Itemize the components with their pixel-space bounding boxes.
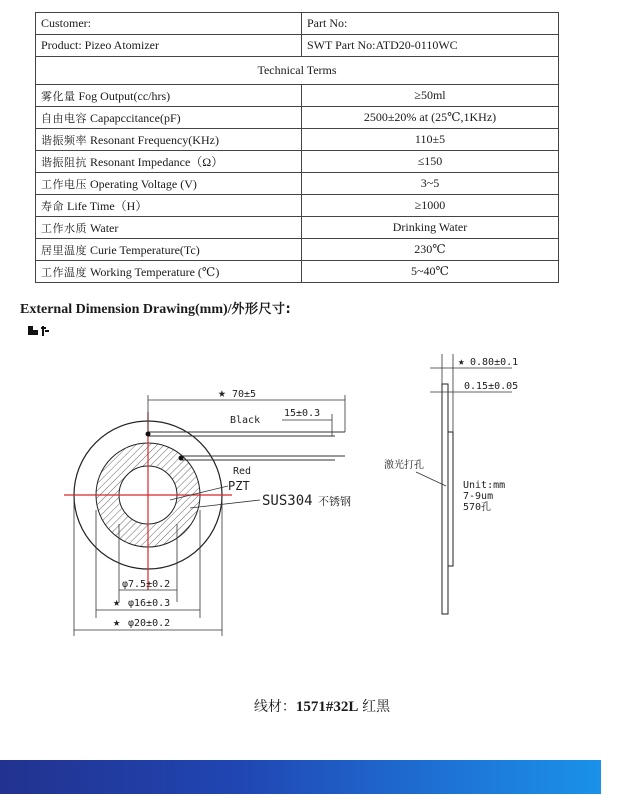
star-icon: ★ [113,615,121,629]
section-heading-cn: 外形尺寸: [231,302,292,317]
wire-note-value: 1571#32L [295,699,359,715]
customer-label: Customer: [36,13,302,35]
dim-outer: φ20±0.2 [128,618,171,629]
unit-note-1: Unit:mm [463,480,506,491]
dim-strip: 15±0.3 [284,408,321,419]
spec-label-cn: 雾化量 [41,89,76,103]
table-row [36,129,559,151]
part-no-label: Part No: [302,13,559,35]
dim-pzt: φ16±0.3 [128,598,171,609]
product-label: Product: Pizeo Atomizer [36,35,302,57]
spec-label [36,195,302,217]
table-row [36,195,559,217]
unit-note-2: 7-9um [463,491,494,502]
table-row [36,85,559,107]
spec-label-cn: 居里温度 [41,243,87,257]
spec-label-cn: 寿命 [41,200,64,213]
spec-label-cn: 谐振频率 [41,133,87,147]
label-sus-cn: 不锈钢 [318,495,351,508]
side-view-plate [442,384,448,614]
spec-rows [36,85,559,283]
spec-label-cn: 工作水质 [41,221,87,235]
label-laser-cn: 激光打孔 [384,460,424,471]
table-row [36,13,559,35]
spec-label [36,173,302,195]
spec-label-en: Resonant Frequency(KHz) [90,132,219,147]
footer-band [0,760,601,794]
spec-label-en: Curie Temperature(Tc) [90,242,200,257]
spec-table [35,12,559,283]
spec-label-cn: 工作温度 [41,265,87,279]
section-heading [20,298,291,318]
label-black: Black [230,415,261,426]
spec-label-cn: 谐振阻抗 [41,156,87,169]
spec-label-en: Working Temperature (℃) [90,264,220,279]
star-icon: ★ [458,355,465,368]
spec-value: ≤150 [302,151,559,173]
dim-wire-span: 70±5 [232,389,257,400]
spec-value: 3~5 [302,173,559,195]
spec-value: Drinking Water [302,217,559,239]
dimension-drawing [0,340,644,660]
spec-label [36,85,302,107]
spec-label [36,217,302,239]
table-row [36,217,559,239]
spec-label [36,129,302,151]
table-row [36,173,559,195]
section-heading-en: External Dimension Drawing(mm)/ [20,302,232,317]
wire-note-colors: 红黑 [362,699,391,715]
spec-value: ≥1000 [302,195,559,217]
spec-value: 230℃ [302,239,559,261]
spec-label-en: Water [90,220,119,235]
wire-note [0,696,644,716]
spec-label [36,151,302,173]
dim-plate: 0.15±0.05 [464,381,519,392]
label-red: Red [233,466,252,477]
spec-label-en: Life Time（H） [67,199,148,213]
table-row [36,261,559,283]
side-view-pzt [448,432,453,566]
label-sus: SUS304 [262,493,313,509]
unit-note-3: 570孔 [463,502,492,513]
spec-value: 5~40℃ [302,261,559,283]
table-row [36,151,559,173]
spec-value: ≥50ml [302,85,559,107]
spec-label-cn: 自由电容 [41,111,87,125]
label-pzt: PZT [228,479,250,493]
star-icon: ★ [218,386,226,401]
table-row [36,107,559,129]
spec-value: 110±5 [302,129,559,151]
dim-inner: φ7.5±0.2 [122,579,171,590]
spec-label-en: Operating Voltage (V) [90,176,197,191]
table-row [36,239,559,261]
star-icon: ★ [113,595,121,609]
spec-label [36,239,302,261]
spec-label [36,261,302,283]
table-row [36,57,559,85]
spec-label-en: Resonant Impedance（Ω） [90,155,224,169]
technical-terms-heading: Technical Terms [36,57,559,85]
wire-note-label: 线材： [253,699,296,715]
logo-mark-icon [26,324,56,338]
spec-value: 2500±20% at (25℃,1KHz) [302,107,559,129]
spec-label-cn: 工作电压 [41,177,87,191]
swt-part-no: SWT Part No:ATD20-0110WC [302,35,559,57]
dim-thickness: 0.80±0.1 [470,357,519,368]
spec-label [36,107,302,129]
table-row [36,35,559,57]
spec-label-en: Capapccitance(pF) [90,110,181,125]
spec-label-en: Fog Output(cc/hrs) [78,88,171,103]
